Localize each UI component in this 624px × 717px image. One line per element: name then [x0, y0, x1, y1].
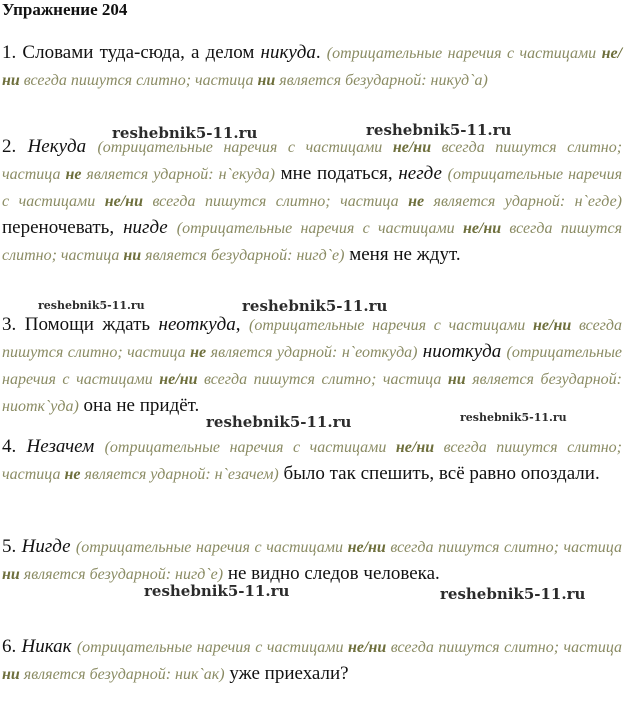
sentence-text: переночевать,: [2, 217, 115, 238]
sentence-2: [2, 134, 622, 269]
target-word: Нигде: [21, 536, 71, 557]
target-word: негде: [398, 163, 442, 184]
item-number: 4.: [2, 436, 17, 457]
grammar-note: (отрицательные наречия с частицами не/ни всегда пишутся слитно; частица ни является безударной: никуд`а): [2, 45, 623, 89]
target-word: неоткуда: [158, 314, 236, 335]
watermark: reshebnik5-11.ru: [112, 124, 258, 142]
item-number: 3.: [2, 314, 17, 335]
target-word: Незачем: [26, 436, 95, 457]
sentence-6: [2, 634, 622, 688]
sentence-text: мне податься,: [280, 163, 393, 184]
sentence-text: Помощи ждать: [24, 314, 151, 335]
grammar-note: (отрицательные наречия с частицами не/ни всегда пишутся слитно; частица не является ударной: н`екуда): [2, 139, 623, 183]
sentence-text: не видно следов человека.: [227, 563, 440, 584]
watermark: reshebnik5-11.ru: [366, 121, 512, 139]
sentence-text: было так спешить, всё равно опоздали.: [283, 463, 600, 484]
item-number: 5.: [2, 536, 17, 557]
sentence-3: 3. Помощи ждать неоткуда, (отрицательные наречия с частицами не/ни всегда пишутся слитно; частица не является ударной: н`еоткуда) ниоткуда (отрицательные наречия с частицами не/ни всегда пишутся слитно; частица ни является безударной: ниотк`уда) она не придёт.: [2, 314, 623, 416]
sentence-text: уже приехали?: [229, 663, 349, 684]
target-word: никуда: [260, 42, 316, 63]
grammar-note: (отрицательные наречия с частицами не/ни всегда пишутся слитно; частица не является ударной: н`езачем): [2, 439, 623, 483]
target-word: ниоткуда: [422, 341, 502, 362]
grammar-note: (отрицательные наречия с частицами не/ни всегда пишутся слитно; частица не является ударной: н`егде): [2, 166, 623, 210]
grammar-note: (отрицательные наречия с частицами не/ни всегда пишутся слитно; частица ни является безударной: ник`ак): [2, 639, 623, 683]
sentence-4: [2, 434, 622, 488]
item-number: 2.: [2, 136, 17, 157]
watermark: reshebnik5-11.ru: [440, 585, 586, 603]
target-word: нигде: [123, 217, 168, 238]
target-word: Некуда: [27, 136, 87, 157]
item-number: 6.: [2, 636, 17, 657]
grammar-note: (отрицательные наречия с частицами не/ни всегда пишутся слитно; частица не является ударной: н`еоткуда): [2, 317, 623, 361]
watermark: reshebnik5-11.ru: [38, 299, 145, 312]
target-word: Никак: [21, 636, 72, 657]
watermark: reshebnik5-11.ru: [144, 582, 290, 600]
grammar-note: (отрицательные наречия с частицами не/ни всегда пишутся слитно; частица ни является безударной: ниотк`уда): [2, 344, 623, 415]
item-number: 1.: [2, 42, 17, 63]
sentence-5: [2, 534, 622, 588]
watermark: reshebnik5-11.ru: [242, 297, 388, 315]
sentence-text: она не придёт.: [83, 395, 200, 416]
watermark: reshebnik5-11.ru: [206, 413, 352, 431]
sentence-text: меня не ждут.: [349, 244, 461, 265]
sentence-text: Словами туда-сюда, а делом: [22, 42, 255, 63]
grammar-note: (отрицательные наречия с частицами не/ни всегда пишутся слитно; частица ни является безударной: нигд`е): [2, 220, 623, 264]
watermark: reshebnik5-11.ru: [460, 411, 567, 424]
grammar-note: (отрицательные наречия с частицами не/ни всегда пишутся слитно; частица ни является безударной: нигд`е): [2, 539, 623, 583]
sentence-1: 1. Словами туда-сюда, а делом никуда. (отрицательные наречия с частицами не/ни всегда пишутся слитно; частица ни является безударной: никуд`а): [2, 42, 623, 89]
exercise-title: Упражнение 204: [2, 0, 128, 19]
